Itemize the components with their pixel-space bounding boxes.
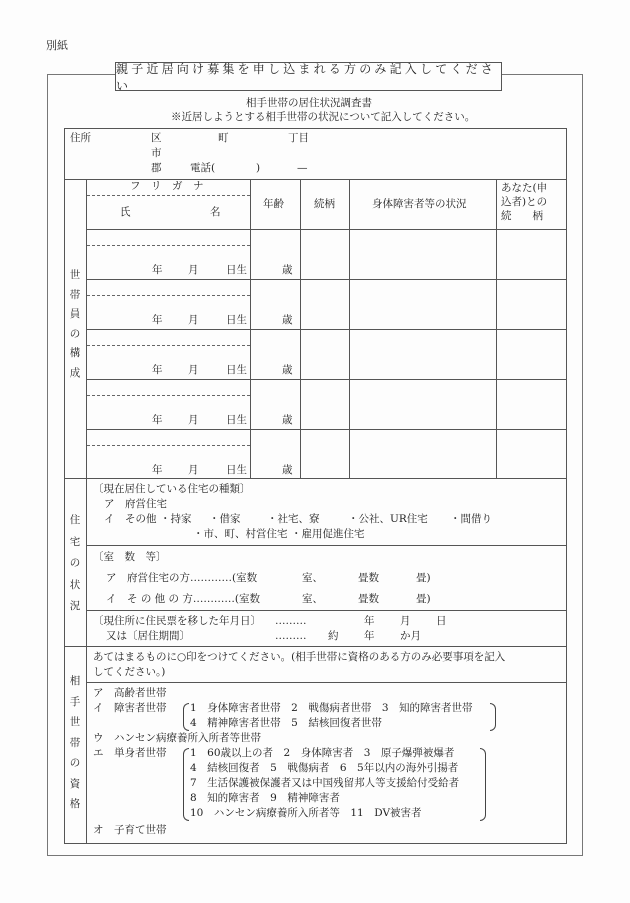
instruction-line: してください。) (93, 666, 166, 678)
label-char: 帯 (69, 288, 81, 301)
birth-year-label: 年 (152, 264, 163, 276)
label-char: 世 (69, 716, 81, 728)
period-months: か月 (400, 630, 421, 642)
label-char: 況 (69, 600, 81, 612)
birth-year-label: 年 (152, 414, 163, 426)
birth-day-label: 日生 (226, 314, 247, 326)
address-label: 住所 (70, 132, 91, 144)
bracket-right (490, 703, 496, 731)
moved-month: 月 (400, 615, 411, 627)
bracket-left (183, 703, 189, 731)
birth-day-label: 日生 (226, 464, 247, 476)
qualification-single[interactable]: エ 単身者世帯 (93, 747, 167, 759)
shi-label: 市 (151, 147, 162, 159)
label-char: 構 (69, 347, 81, 359)
birth-year-label: 年 (152, 364, 163, 376)
age-unit-label: 歳 (282, 264, 293, 276)
moved-day: 日 (436, 615, 447, 627)
label-char: 宅 (69, 535, 81, 548)
label-char: 成 (69, 366, 81, 379)
tatami-unit: 畳) (416, 593, 431, 605)
housing-option-company[interactable]: ・社宅、寮 (267, 513, 320, 525)
housing-option-rented[interactable]: ・借家 (209, 513, 241, 525)
birth-year-label: 年 (152, 314, 163, 326)
age-unit-label: 歳 (282, 414, 293, 426)
label-char: の (69, 757, 81, 769)
single-items-line[interactable]: 7 生活保護被保護者又は中国残留邦人等支援給付受給者 (190, 777, 460, 789)
age-unit-label: 歳 (282, 314, 293, 326)
attachment-label: 別紙 (46, 39, 68, 52)
birth-month-label: 月 (188, 364, 199, 376)
single-items-line[interactable]: 1 60歳以上の者 2 身体障害者 3 原子爆弾被爆者 (190, 747, 455, 759)
you-relation-header: 続 柄 (501, 210, 543, 222)
chome-label: 丁目 (288, 132, 309, 144)
housing-option-lodger[interactable]: ・間借り (450, 513, 492, 525)
dots: ……… (275, 615, 307, 627)
relation-header: 続柄 (314, 198, 335, 210)
single-items-line[interactable]: 4 結核回復者 5 戦傷病者 6 5年以内の海外引揚者 (190, 762, 459, 774)
period-year: 年 (364, 630, 375, 642)
label-char: 資 (69, 777, 81, 790)
housing-option-employment[interactable]: ・雇用促進住宅 (291, 528, 365, 540)
banner: 親子近居向け募集を申し込まれる方のみ記入してください (115, 62, 502, 91)
members-section-label (68, 270, 82, 378)
disabled-items-line[interactable]: 4 精神障害者世帯 5 結核回復者世帯 (190, 717, 382, 729)
rooms-a-label: ア 府営住宅の方…………(室数 (106, 572, 258, 584)
moved-date-label: 〔現住所に住民票を移した年月日〕 (93, 615, 261, 627)
label-char: の (69, 327, 81, 340)
label-char: 格 (69, 798, 81, 810)
ku-label: 区 (151, 132, 162, 144)
phone-close: ) (256, 162, 261, 174)
tatami-label: 畳数 (358, 572, 379, 584)
label-char: の (69, 557, 81, 569)
phone-dash: — (297, 162, 308, 174)
single-items-line[interactable]: 10 ハンセン病療養所入所者等 11 DV被害者 (190, 807, 422, 819)
dots: ……… (275, 630, 307, 642)
bracket-left (183, 748, 189, 821)
approx-label: 約 (328, 630, 339, 642)
qualification-childrearing[interactable]: オ 子育て世帯 (93, 824, 167, 836)
you-relation-header: あなた(申 (501, 182, 548, 194)
housing-type-a[interactable]: ア 府営住宅 (104, 498, 167, 510)
disability-header: 身体障害者等の状況 (372, 198, 467, 210)
birth-day-label: 日生 (226, 414, 247, 426)
label-char: 世 (69, 269, 81, 281)
moved-year: 年 (364, 615, 375, 627)
label-char: 相 (69, 675, 81, 687)
label-char: 員 (69, 308, 81, 320)
rooms-header: 〔室 数 等〕 (93, 551, 167, 563)
gun-label: 郡 (151, 162, 162, 174)
address-input[interactable] (150, 130, 330, 178)
housing-option-municipal[interactable]: ・市、町、村営住宅 (193, 528, 288, 540)
qualification-section-label (68, 676, 82, 810)
name-family-header: 氏 (120, 206, 131, 218)
housing-section-label (68, 515, 82, 612)
period-label: 又は〔居住期間〕 (106, 630, 190, 642)
bracket-right (480, 748, 486, 821)
name-given-header: 名 (210, 206, 221, 218)
birth-day-label: 日生 (226, 264, 247, 276)
tatami-unit: 畳) (416, 572, 431, 584)
document-title: 相手世帯の居住状況調査書 (246, 97, 372, 109)
room-unit: 室、 (302, 593, 323, 605)
label-char: 帯 (69, 736, 81, 749)
age-unit-label: 歳 (282, 464, 293, 476)
birth-month-label: 月 (188, 414, 199, 426)
age-unit-label: 歳 (282, 364, 293, 376)
age-header: 年齢 (263, 198, 284, 210)
furigana-header: フ リ ガ ナ (130, 180, 204, 192)
qualification-disabled[interactable]: イ 障害者世帯 (93, 702, 167, 714)
label-char: 状 (69, 578, 81, 591)
phone-label: 電話( (190, 162, 216, 174)
room-unit: 室、 (302, 572, 323, 584)
machi-label: 町 (218, 132, 229, 144)
housing-type-header: 〔現在居住している住宅の種類〕 (93, 483, 251, 495)
qualification-hansen[interactable]: ウ ハンセン病療養所入所者等世帯 (93, 732, 261, 744)
document-note: ※近居しようとする相手世帯の状況について記入してください。 (171, 111, 476, 123)
housing-type-i[interactable]: イ その他 (104, 513, 157, 525)
birth-year-label: 年 (152, 464, 163, 476)
housing-option-owned[interactable]: ・持家 (160, 513, 192, 525)
qualification-elderly[interactable]: ア 高齢者世帯 (93, 687, 167, 699)
birth-month-label: 月 (188, 464, 199, 476)
birth-month-label: 月 (188, 264, 199, 276)
housing-option-ur[interactable]: ・公社、UR住宅 (348, 513, 428, 525)
label-char: 住 (69, 514, 81, 526)
birth-month-label: 月 (188, 314, 199, 326)
disabled-items-line[interactable]: 1 身体障害者世帯 2 戦傷病者世帯 3 知的障害者世帯 (190, 702, 473, 714)
label-char: 手 (69, 695, 81, 708)
you-relation-header: 込者)との (501, 196, 548, 208)
single-items-line[interactable]: 8 知的障害者 9 精神障害者 (190, 792, 340, 804)
instruction-line: あてはまるものに○印をつけてください。(相手世帯に資格のある方のみ必要事項を記入 (93, 651, 506, 663)
tatami-label: 畳数 (358, 593, 379, 605)
rooms-i-label: イ そ の 他 の 方…………(室数 (106, 593, 260, 605)
birth-day-label: 日生 (226, 364, 247, 376)
